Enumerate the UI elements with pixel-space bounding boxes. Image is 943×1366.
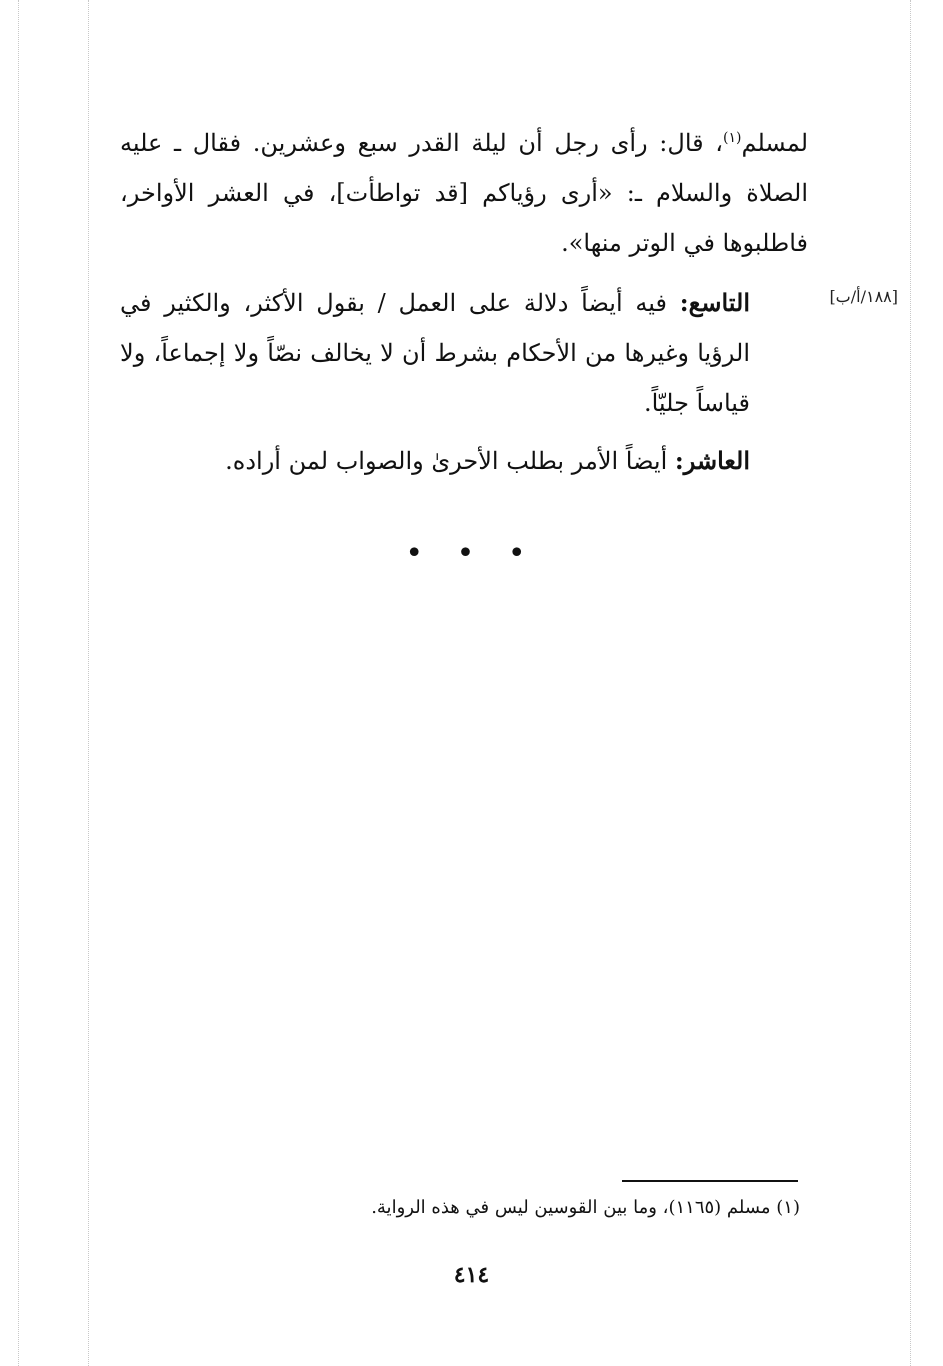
scan-margin-dots: [18, 0, 19, 1366]
section-separator: • • •: [405, 536, 538, 571]
page-number: ٤١٤: [453, 1262, 490, 1288]
tenth-label: العاشر:: [674, 446, 750, 475]
paragraph-tenth: [120, 436, 808, 486]
ninth-label: التاسع:: [679, 288, 750, 317]
footnote-divider: [622, 1180, 798, 1182]
footnote: (١) مسلم (١١٦٥)، وما بين القوسين ليس في هذه الرواية.: [371, 1197, 800, 1218]
ninth-text: فيه أيضاً دلالة على العمل / بقول الأكثر، والكثير في الرؤيا وغيرها من الأحكام بشرط أن لا يخالف نصّاً ولا إجماعاً، ولا قياساً جليّاً.: [120, 289, 750, 417]
paragraph-hadith: [120, 118, 808, 268]
tenth-text: أيضاً الأمر بطلب الأحرىٰ والصواب لمن أراده.: [225, 447, 675, 475]
paragraph-ninth: [120, 278, 808, 428]
footnote-ref[interactable]: (١): [723, 130, 742, 146]
para1-lead: لمسلم: [741, 129, 808, 157]
scan-margin-dots: [910, 0, 911, 1366]
para1-text: ، قال: رأى رجل أن ليلة القدر سبع وعشرين. فقال ـ عليه الصلاة والسلام ـ: «أرى رؤياكم [قد تواطأت]، في العشر الأواخر، فاطلبوها في الوتر منها».: [120, 129, 808, 257]
manuscript-folio-ref: [١٨٨/أ/ب]: [829, 287, 898, 306]
scan-margin-dots: [88, 0, 89, 1366]
